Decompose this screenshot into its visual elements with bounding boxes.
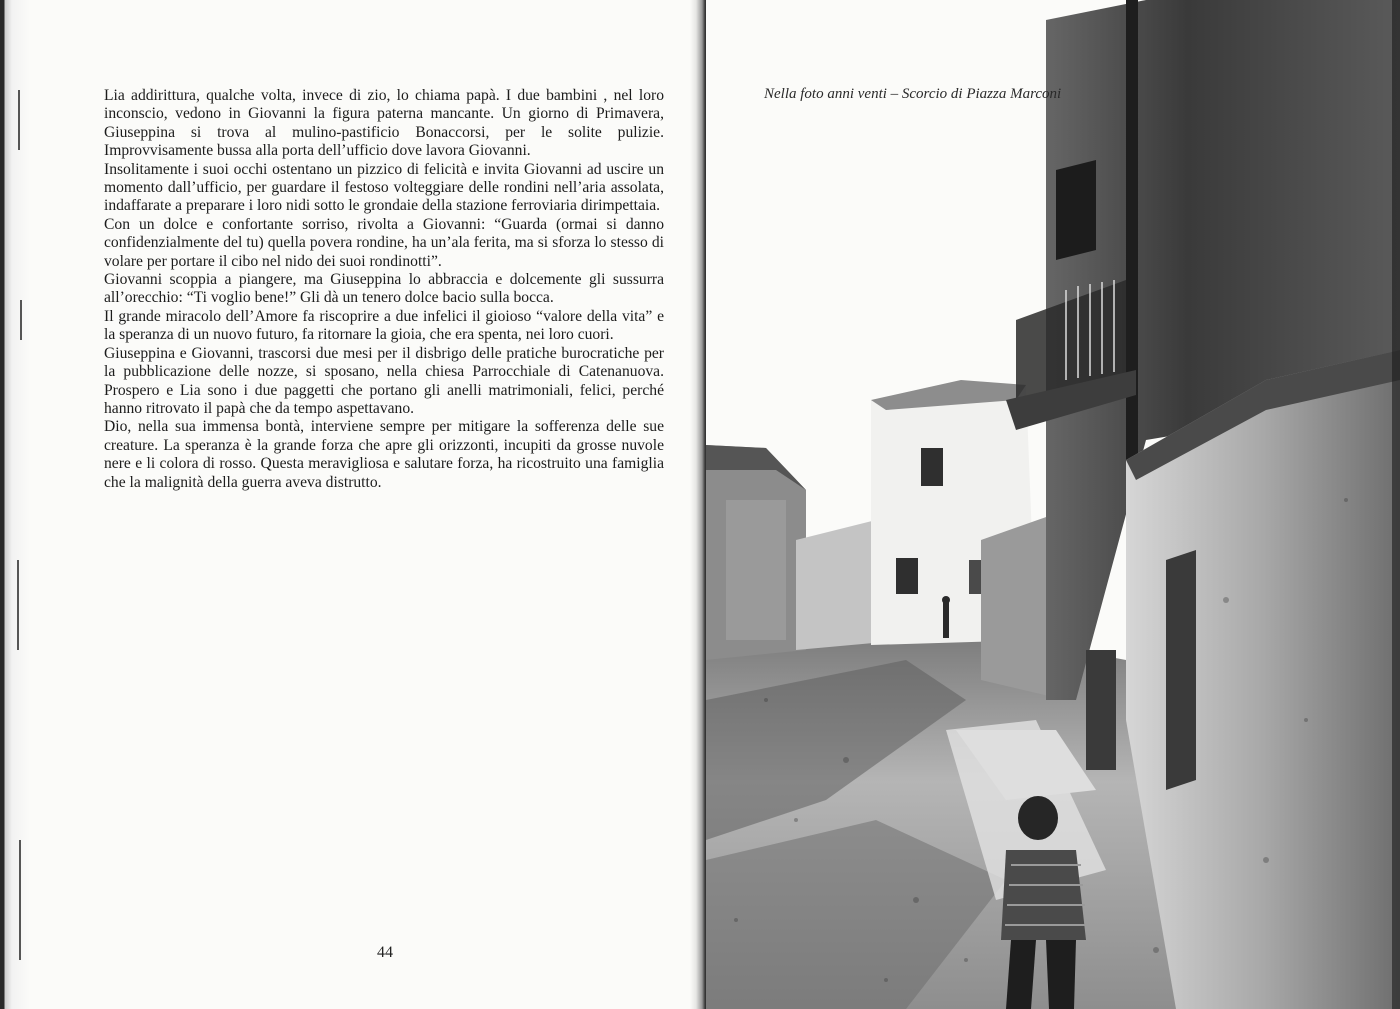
- paragraph: Dio, nella sua immensa bontà, interviene sempre per mitigare la sofferenza delle sue creature. La speranza è la grande forza che apre gli orizzonti, incupiti da grosse nuvole nere e li colora di rosso. Questa meravigliosa e salutare forza, ha ricostruito una famiglia che la malignità della guerra aveva distrutto.: [104, 418, 664, 491]
- scan-artifact-line: [19, 840, 21, 960]
- door: [896, 558, 918, 594]
- paragraph: Lia addirittura, qualche volta, invece di zio, lo chiama papà. I due bambini , nel loro inconscio, vedono in Giovanni la figura paterna mancante. Un giorno di Primavera, Giuseppina si trova al mulino-pastificio Bonaccorsi, per le solite pulizie. Improvvisamente bussa alla porta dell’ufficio dove lavora Giovanni.: [104, 87, 664, 160]
- photo-caption: Nella foto anni venti – Scorcio di Piazza Marconi: [764, 86, 1062, 102]
- paragraph: Giovanni scoppia a piangere, ma Giuseppina lo abbraccia e dolcemente gli sussurra all’orecchio: “Ti voglio bene!” Gli dà un tenero dolce bacio sulla bocca.: [104, 271, 664, 307]
- doorway: [1086, 650, 1116, 770]
- street-photo: [706, 0, 1400, 1009]
- distant-figure: [943, 602, 949, 638]
- paragraph: Con un dolce e confortante sorriso, rivolta a Giovanni: “Guarda (ormai si danno confidenzialmente del tu) quella povera rondine, ha un’ala ferita, ma si sforza lo stesso di volare per portare il cibo nel nido dei suoi rondinotti”.: [104, 215, 664, 270]
- left-building-wall: [726, 500, 786, 640]
- upper-window: [1056, 160, 1096, 260]
- window: [921, 448, 943, 486]
- door: [969, 560, 983, 594]
- scan-artifact-line: [20, 300, 22, 340]
- paragraph: Il grande miracolo dell’Amore fa riscoprire a due infelici il gioioso “valore della vita” e la speranza di un nuovo futuro, fa ritornare la gioia, che era spenta, nei loro cuori.: [104, 307, 664, 344]
- scan-artifact-line: [17, 560, 19, 650]
- paragraph: Giuseppina e Giovanni, trascorsi due mesi per il disbrigo delle pratiche burocratiche per la pubblicazione delle nozze, si sposano, nella chiesa Parrocchiale di Catenanuova. Prospero e Lia sono i due paggetti che portano gli anelli matrimoniali, felici, perché hanno ritrovato il papà che da tempo aspettavano.: [104, 344, 664, 417]
- scan-edge-right: [1392, 0, 1400, 1009]
- scan-edge-left: [0, 0, 30, 1009]
- distant-figure-head: [942, 596, 950, 604]
- scan-artifact-line: [18, 90, 20, 150]
- photo-page: [706, 0, 1400, 1009]
- paragraph: Insolitamente i suoi occhi ostentano un pizzico di felicità e invita Giovanni ad uscire un momento dall’ufficio, per guardare il festoso volteggiare delle rondini nell’aria assolata, indaffarate a preparare i loro nidi sotto le grondaie della stazione ferroviaria dirimpettaia.: [104, 160, 664, 215]
- page-number: 44: [377, 944, 393, 961]
- right-building-door: [1166, 550, 1196, 790]
- body-text: [104, 87, 664, 492]
